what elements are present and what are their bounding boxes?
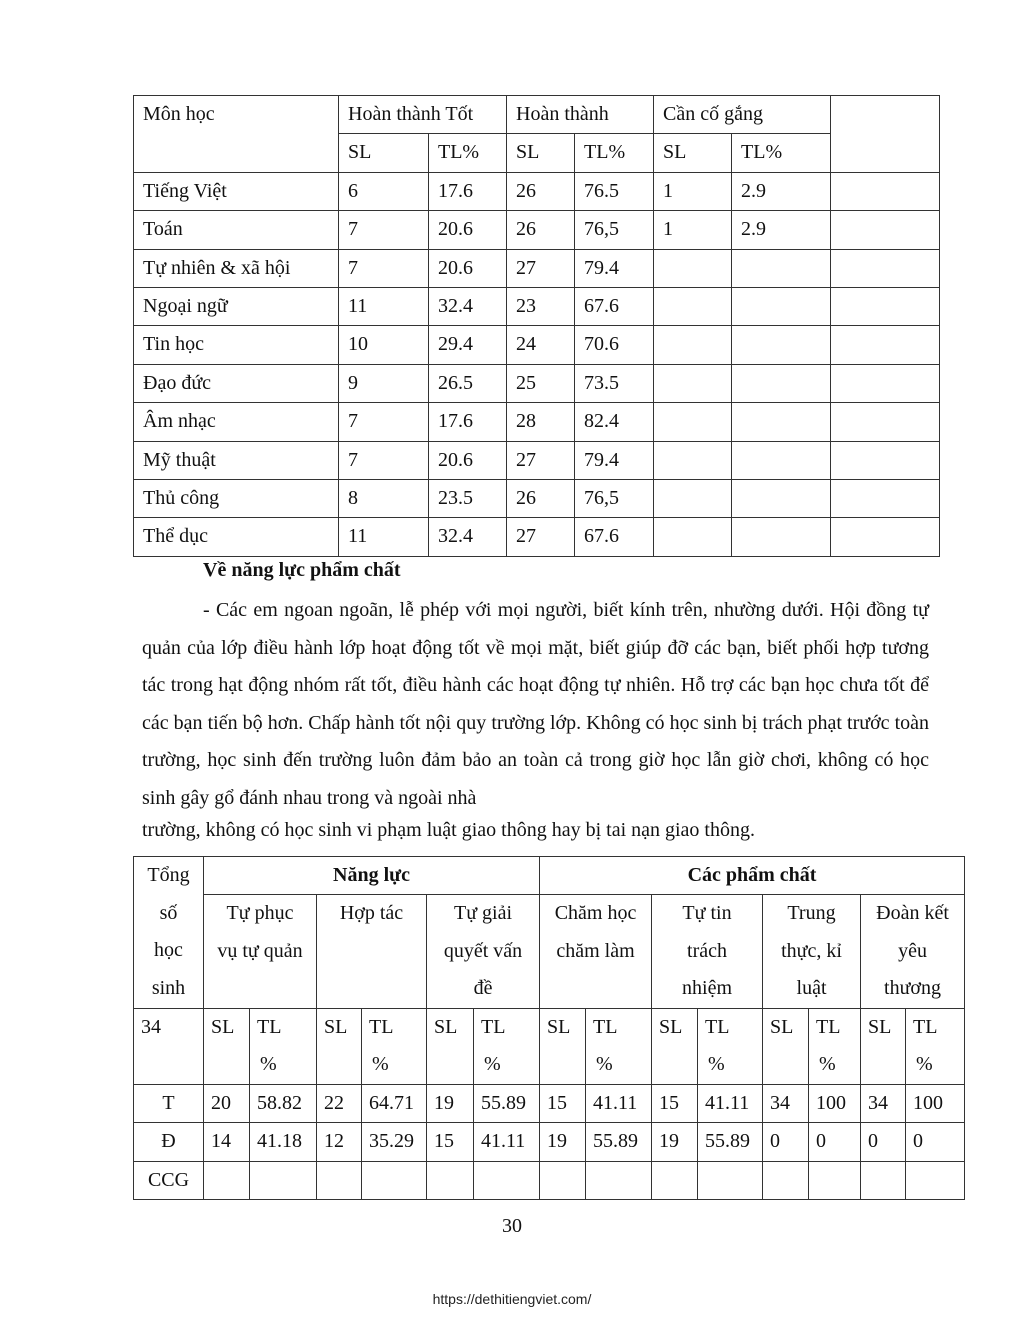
tl-line: % (708, 1053, 725, 1076)
criteria-header-row (134, 895, 965, 1009)
table-row (134, 403, 940, 441)
empty-cell (831, 364, 940, 402)
value-cell: 26 (507, 172, 575, 210)
value-cell: 34 (763, 1084, 809, 1122)
value-cell (586, 1161, 652, 1199)
value-cell: 20.6 (429, 249, 507, 287)
value-cell: 24 (507, 326, 575, 364)
criterion-line: vụ tự quản (217, 939, 303, 962)
value-cell: 17.6 (429, 172, 507, 210)
subject-name-cell: Đạo đức (134, 364, 339, 402)
value-cell: 19 (427, 1084, 474, 1122)
value-cell (732, 364, 831, 402)
subject-name-cell: Mỹ thuật (134, 441, 339, 479)
tl-line: TL (913, 1015, 938, 1038)
header-tl (698, 1008, 763, 1084)
value-cell: 7 (339, 441, 429, 479)
criterion-line: Trung (787, 902, 836, 925)
subject-name-cell: Thể dục (134, 518, 339, 556)
value-cell (763, 1161, 809, 1199)
table-row (134, 249, 940, 287)
empty-cell (831, 249, 940, 287)
subject-results-table (133, 95, 940, 557)
value-cell: 7 (339, 211, 429, 249)
value-cell: 27 (507, 249, 575, 287)
total-line: sinh (151, 976, 186, 999)
value-cell: 67.6 (575, 518, 654, 556)
tl-line: TL (481, 1015, 506, 1038)
value-cell: 58.82 (250, 1084, 317, 1122)
tl-line: TL (816, 1015, 841, 1038)
header-sl: SL (540, 1008, 586, 1084)
table-row (134, 172, 940, 210)
value-cell: 70.6 (575, 326, 654, 364)
criterion-line: thực, kỉ (781, 939, 842, 962)
value-cell (732, 249, 831, 287)
table-row (134, 518, 940, 556)
value-cell (654, 403, 732, 441)
value-cell: 12 (317, 1123, 362, 1161)
empty-cell (831, 441, 940, 479)
total-line: Tổng (147, 864, 190, 886)
value-cell: 41.11 (586, 1084, 652, 1122)
value-cell (427, 1161, 474, 1199)
value-cell: 7 (339, 403, 429, 441)
paragraph-text: - Các em ngoan ngoãn, lễ phép với mọi người, biết kính trên, nhường dưới. Hội đồng tự quản của lớp điều hành lớp hoạt động tốt về mọi mặt, biết giúp đỡ các bạn, biết phối hợp tương tác trong hạt động nhóm rất tốt, điều hành các hoạt động tự nhiên. Hỗ trợ các bạn học chưa tốt để các bạn tiến bộ hơn. Chấp hành tốt nội quy trường lớp. Không có học sinh bị trách phạt trước toàn trường, học sinh đến trường luôn đảm bảo an toàn cả trong giờ học lẫn giờ chơi, không có học sinh gây gổ đánh nhau trong và ngoài nhà (142, 599, 929, 809)
value-cell: 25 (507, 364, 575, 402)
subject-name-cell: Toán (134, 211, 339, 249)
value-cell: 8 (339, 480, 429, 518)
group-header-row (134, 857, 965, 895)
value-cell (474, 1161, 540, 1199)
header-tl (474, 1008, 540, 1084)
table-row (134, 480, 940, 518)
value-cell: 55.89 (586, 1123, 652, 1161)
value-cell: 41.11 (698, 1084, 763, 1122)
value-cell: 67.6 (575, 288, 654, 326)
value-cell: 19 (652, 1123, 698, 1161)
competency-body (134, 1084, 965, 1199)
subject-name-cell: Tiếng Việt (134, 172, 339, 210)
value-cell: 32.4 (429, 288, 507, 326)
header-sl: SL (763, 1008, 809, 1084)
criterion-header (317, 895, 427, 1009)
value-cell: 2.9 (732, 172, 831, 210)
value-cell: 11 (339, 518, 429, 556)
criterion-header (861, 895, 965, 1009)
criterion-line: chăm làm (556, 939, 635, 962)
value-cell: 15 (540, 1084, 586, 1122)
criterion-header (427, 895, 540, 1009)
table-row (134, 1161, 965, 1199)
criterion-line: trách (687, 939, 727, 962)
subject-name-cell: Tin học (134, 326, 339, 364)
subject-name-cell: Âm nhạc (134, 403, 339, 441)
value-cell: 73.5 (575, 364, 654, 402)
sl-tl-header-row (134, 1008, 965, 1084)
header-sl: SL (204, 1008, 250, 1084)
tl-line: % (916, 1053, 933, 1076)
tl-line: % (372, 1053, 389, 1076)
value-cell: 20 (204, 1084, 250, 1122)
tl-line: % (484, 1053, 501, 1076)
subject-name-cell: Tự nhiên & xã hội (134, 249, 339, 287)
header-empty-cell (831, 96, 940, 173)
value-cell: 7 (339, 249, 429, 287)
value-cell: 29.4 (429, 326, 507, 364)
header-tl: TL% (429, 134, 507, 172)
value-cell: 28 (507, 403, 575, 441)
empty-cell (831, 288, 940, 326)
total-line: số (159, 901, 178, 924)
table-row (134, 364, 940, 402)
tl-line: TL (705, 1015, 730, 1038)
value-cell: 0 (809, 1123, 861, 1161)
value-cell: 9 (339, 364, 429, 402)
value-cell: 26 (507, 480, 575, 518)
header-sl: SL (339, 134, 429, 172)
page-number: 30 (502, 1215, 522, 1237)
value-cell: 27 (507, 441, 575, 479)
value-cell: 41.18 (250, 1123, 317, 1161)
value-cell (861, 1161, 906, 1199)
table-row (134, 211, 940, 249)
value-cell: 82.4 (575, 403, 654, 441)
criterion-line: Tự giải (453, 902, 513, 925)
empty-cell (831, 403, 940, 441)
header-tl (586, 1008, 652, 1084)
header-sl: SL (317, 1008, 362, 1084)
criterion-line: thương (884, 977, 942, 1000)
header-pham-chat: Các phẩm chất (540, 857, 965, 895)
value-cell: 1 (654, 211, 732, 249)
header-sl: SL (652, 1008, 698, 1084)
criterion-line: quyết vấn (443, 939, 523, 962)
criterion-line: đề (473, 977, 493, 1000)
total-line: học (154, 939, 183, 961)
table-row (134, 1084, 965, 1122)
criterion-line: nhiệm (682, 977, 733, 1000)
value-cell (732, 326, 831, 364)
criterion-line: Tự tin (682, 902, 732, 925)
value-cell: 76,5 (575, 211, 654, 249)
competency-table (133, 856, 965, 1200)
value-cell: 17.6 (429, 403, 507, 441)
header-sl: SL (654, 134, 732, 172)
header-sl: SL (861, 1008, 906, 1084)
value-cell: 26.5 (429, 364, 507, 402)
value-cell: 34 (861, 1084, 906, 1122)
table-row (134, 288, 940, 326)
value-cell: 0 (763, 1123, 809, 1161)
value-cell: 76.5 (575, 172, 654, 210)
table-header-row (134, 96, 940, 134)
header-sl: SL (507, 134, 575, 172)
value-cell (362, 1161, 427, 1199)
table-row (134, 1123, 965, 1161)
value-cell: 2.9 (732, 211, 831, 249)
rating-label-cell: CCG (134, 1161, 204, 1199)
empty-cell (831, 326, 940, 364)
value-cell (317, 1161, 362, 1199)
value-cell (809, 1161, 861, 1199)
tl-line: % (596, 1053, 613, 1076)
criterion-line: Chăm học (554, 902, 637, 925)
empty-cell (831, 480, 940, 518)
value-cell (732, 518, 831, 556)
value-cell: 55.89 (698, 1123, 763, 1161)
header-tl (809, 1008, 861, 1084)
value-cell: 19 (540, 1123, 586, 1161)
value-cell: 100 (809, 1084, 861, 1122)
qualities-paragraph (142, 592, 929, 817)
empty-cell (831, 211, 940, 249)
value-cell: 100 (906, 1084, 965, 1122)
header-hoan-thanh-tot: Hoàn thành Tốt (339, 96, 507, 134)
section-heading: Về năng lực phẩm chất (203, 559, 401, 581)
tl-line: TL (369, 1015, 394, 1038)
value-cell: 15 (427, 1123, 474, 1161)
value-cell (654, 288, 732, 326)
value-cell: 20.6 (429, 441, 507, 479)
value-cell: 79.4 (575, 249, 654, 287)
value-cell: 10 (339, 326, 429, 364)
empty-cell (831, 518, 940, 556)
criterion-header (204, 895, 317, 1009)
paragraph-last-line: trường, không có học sinh vi phạm luật giao thông hay bị tai nạn giao thông. (142, 819, 755, 841)
value-cell: 11 (339, 288, 429, 326)
value-cell: 14 (204, 1123, 250, 1161)
tl-line: TL (257, 1015, 282, 1038)
value-cell (654, 364, 732, 402)
criterion-line: Đoàn kết (876, 902, 949, 925)
tl-line: TL (593, 1015, 618, 1038)
value-cell: 64.71 (362, 1084, 427, 1122)
header-tl: TL% (575, 134, 654, 172)
value-cell: 1 (654, 172, 732, 210)
table-row (134, 441, 940, 479)
value-cell (540, 1161, 586, 1199)
rating-label-cell: T (134, 1084, 204, 1122)
criterion-header (652, 895, 763, 1009)
value-cell: 26 (507, 211, 575, 249)
value-cell: 22 (317, 1084, 362, 1122)
header-tl (250, 1008, 317, 1084)
footer-url: https://dethitiengviet.com/ (432, 1291, 592, 1307)
tl-line: % (819, 1053, 836, 1076)
value-cell: 27 (507, 518, 575, 556)
value-cell: 76,5 (575, 480, 654, 518)
value-cell: 79.4 (575, 441, 654, 479)
subject-results-body (134, 172, 940, 556)
header-nang-luc: Năng lực (204, 857, 540, 895)
value-cell (652, 1161, 698, 1199)
value-cell: 0 (906, 1123, 965, 1161)
value-cell: 20.6 (429, 211, 507, 249)
header-subject: Môn học (134, 96, 339, 173)
total-value: 34 (134, 1008, 204, 1084)
value-cell (732, 403, 831, 441)
rating-label-cell: Đ (134, 1123, 204, 1161)
subject-name-cell: Thủ công (134, 480, 339, 518)
value-cell (732, 441, 831, 479)
value-cell (698, 1161, 763, 1199)
header-hoan-thanh: Hoàn thành (507, 96, 654, 134)
value-cell (654, 326, 732, 364)
table-row (134, 326, 940, 364)
value-cell: 0 (861, 1123, 906, 1161)
value-cell: 32.4 (429, 518, 507, 556)
value-cell: 35.29 (362, 1123, 427, 1161)
empty-cell (831, 172, 940, 210)
criterion-header (763, 895, 861, 1009)
header-tl (362, 1008, 427, 1084)
header-tl: TL% (732, 134, 831, 172)
criterion-line: Hợp tác (339, 902, 404, 925)
header-sl: SL (427, 1008, 474, 1084)
criterion-line: luật (796, 977, 827, 1000)
header-can-co-gang: Cần cố gắng (654, 96, 831, 134)
value-cell: 6 (339, 172, 429, 210)
value-cell (654, 249, 732, 287)
value-cell (732, 288, 831, 326)
value-cell (732, 480, 831, 518)
value-cell (654, 480, 732, 518)
value-cell (204, 1161, 250, 1199)
value-cell: 23.5 (429, 480, 507, 518)
subject-name-cell: Ngoại ngữ (134, 288, 339, 326)
criterion-header (540, 895, 652, 1009)
value-cell: 55.89 (474, 1084, 540, 1122)
tl-line: % (260, 1053, 277, 1076)
value-cell: 23 (507, 288, 575, 326)
header-tl (906, 1008, 965, 1084)
value-cell: 15 (652, 1084, 698, 1122)
value-cell (250, 1161, 317, 1199)
criterion-line: yêu (898, 939, 927, 962)
value-cell: 41.11 (474, 1123, 540, 1161)
criterion-line: Tự phục (226, 902, 294, 925)
value-cell (654, 441, 732, 479)
value-cell (906, 1161, 965, 1199)
total-students-header (134, 857, 204, 1009)
value-cell (654, 518, 732, 556)
